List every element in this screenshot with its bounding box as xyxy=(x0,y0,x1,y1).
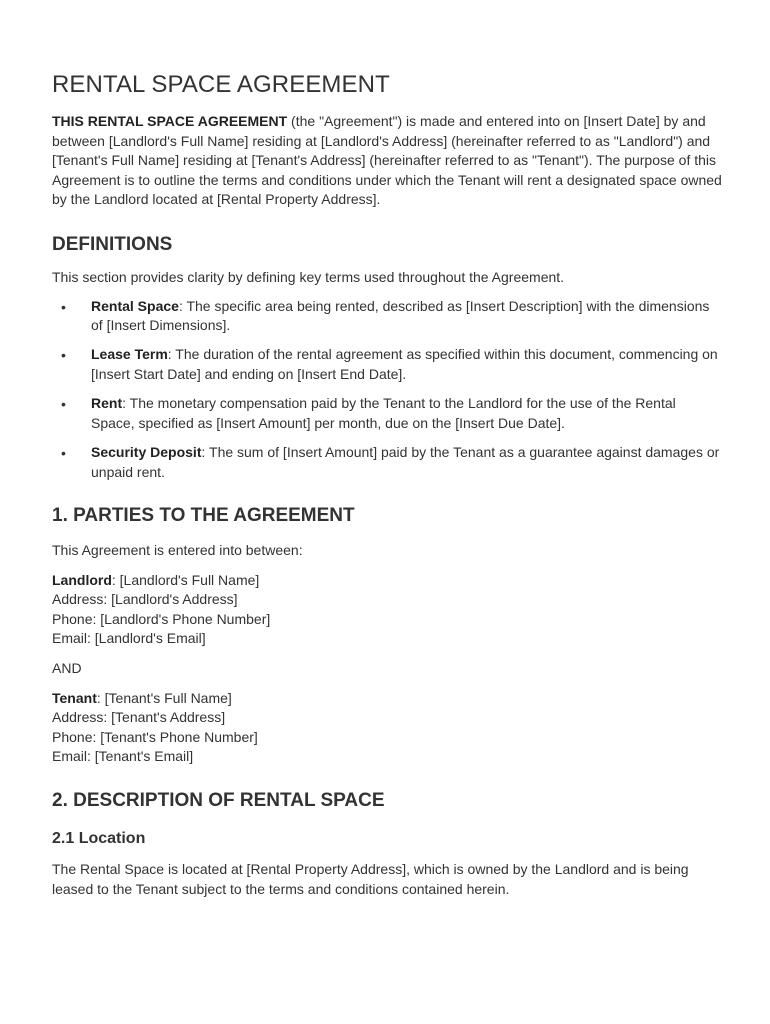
location-subheading: 2.1 Location xyxy=(52,830,146,848)
definition-text: : The duration of the rental agreement as specified within this document, commencing on [Insert Start Date] and ending on [Insert End Date]. xyxy=(91,346,718,382)
intro-lead: THIS RENTAL SPACE AGREEMENT xyxy=(52,113,288,129)
landlord-block xyxy=(52,571,722,649)
definition-text: : The sum of [Insert Amount] paid by the Tenant as a guarantee against damages or unpaid rent. xyxy=(91,443,720,480)
definition-text: : The specific area being rented, described as [Insert Description] with the dimensions of [Insert Dimensions]. xyxy=(91,297,710,334)
definition-item-rental-space xyxy=(52,297,722,336)
section2-heading: 2. DESCRIPTION OF RENTAL SPACE xyxy=(52,790,385,812)
intro-text: (the "Agreement") is made and entered into on [Insert Date] by and between [Landlord's Full Name] residing at [Landlord's Address] (hereinafter referred to as "Landlord") and [Tenant's Full Name] residing at [Tenant's Address] (hereinafter referred to as "Tenant"). The purpose of this Agreement is to outline the terms and conditions under which the Tenant will rent a designated space owned by the Landlord located at [Rental Property Address]. xyxy=(52,113,722,208)
definitions-heading: DEFINITIONS xyxy=(52,233,173,255)
landlord-name: : [Landlord's Full Name] xyxy=(111,571,260,588)
definition-text: : The monetary compensation paid by the Tenant to the Landlord for the use of the Rental Space, specified as [Insert Amount] per month, due on the [Insert Due Date]. xyxy=(91,395,676,431)
landlord-address: Address: [Landlord's Address] xyxy=(52,591,238,608)
landlord-email: Email: [Landlord's Email] xyxy=(52,630,206,647)
definition-item-lease-term xyxy=(52,345,722,384)
document-title: RENTAL SPACE AGREEMENT xyxy=(52,71,390,98)
definition-term: Security Deposit xyxy=(91,443,202,460)
landlord-phone: Phone: [Landlord's Phone Number] xyxy=(52,610,271,627)
definition-term: Rental Space xyxy=(91,297,179,314)
definitions-list xyxy=(52,297,722,483)
tenant-label: Tenant xyxy=(52,689,97,706)
parties-intro: This Agreement is entered into between: xyxy=(52,542,303,559)
definition-term: Lease Term xyxy=(91,346,168,363)
intro-paragraph xyxy=(52,112,722,210)
landlord-label: Landlord xyxy=(52,571,112,588)
tenant-name: : [Tenant's Full Name] xyxy=(96,689,232,706)
bullet-icon: • xyxy=(61,347,66,364)
bullet-icon: • xyxy=(61,298,66,315)
and-separator: AND xyxy=(52,660,82,677)
section1-heading: 1. PARTIES TO THE AGREEMENT xyxy=(52,505,355,527)
definition-term: Rent xyxy=(91,395,123,412)
tenant-email: Email: [Tenant's Email] xyxy=(52,748,194,765)
document-page xyxy=(52,68,722,899)
definition-item-rent xyxy=(52,394,722,433)
location-paragraph: The Rental Space is located at [Rental Property Address], which is owned by the Landlord and is being leased to the Tenant subject to the terms and conditions contained herein. xyxy=(52,861,689,897)
tenant-address: Address: [Tenant's Address] xyxy=(52,709,226,726)
tenant-block xyxy=(52,689,722,767)
definition-item-security-deposit xyxy=(52,443,722,482)
bullet-icon: • xyxy=(61,444,66,461)
bullet-icon: • xyxy=(61,396,66,413)
tenant-phone: Phone: [Tenant's Phone Number] xyxy=(52,728,258,745)
definitions-description: This section provides clarity by defining key terms used throughout the Agreement. xyxy=(52,268,565,285)
